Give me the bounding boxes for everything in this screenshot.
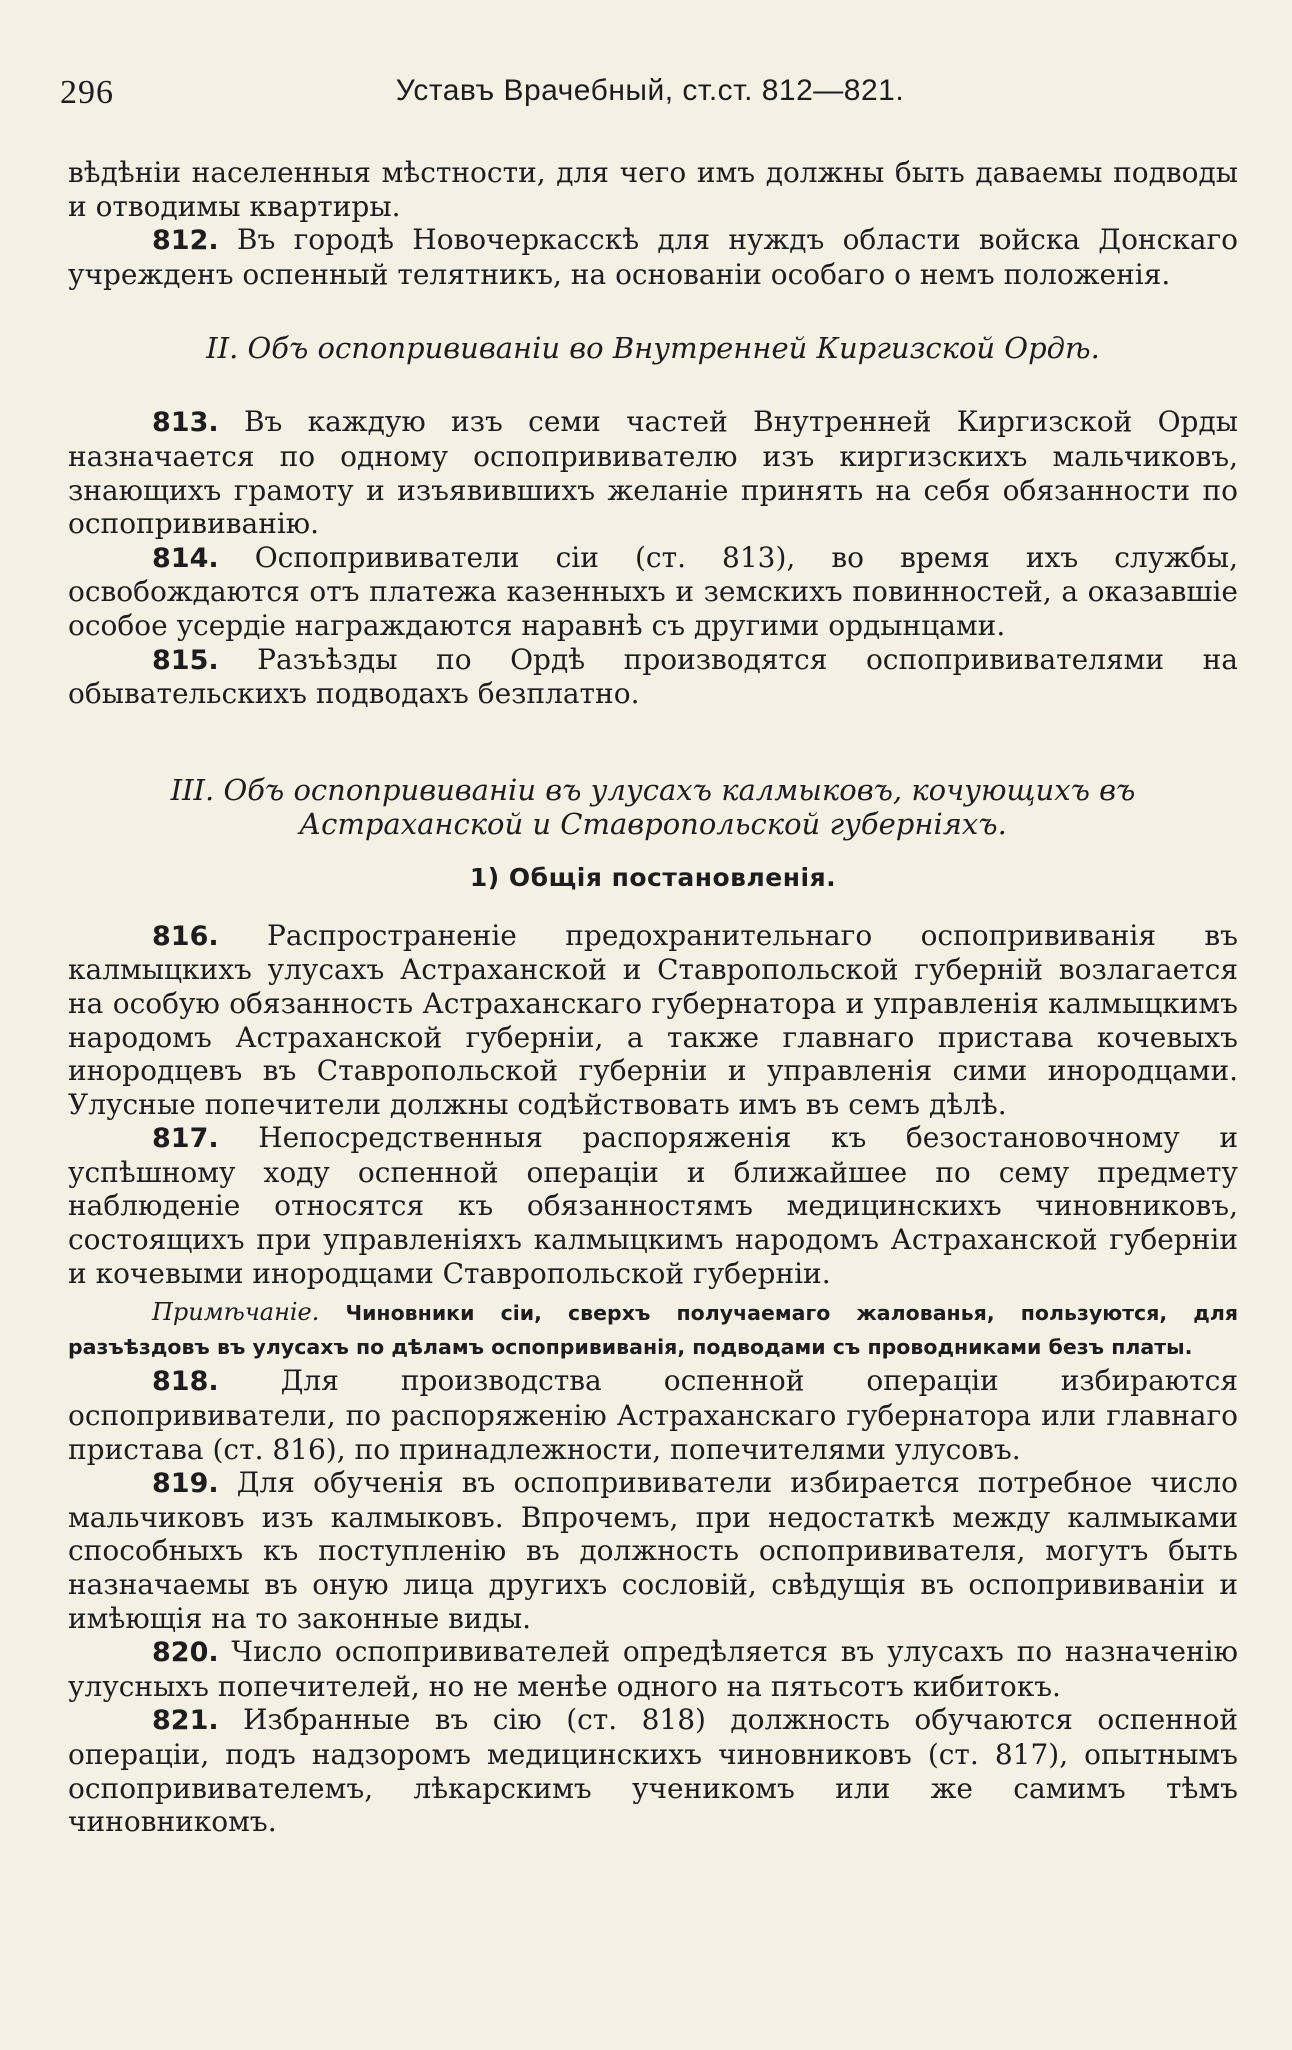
article-number: 816. <box>152 920 219 952</box>
article-814 <box>68 541 1238 643</box>
page-header <box>60 74 1240 118</box>
article-text: Разъѣзды по Ордѣ производятся оспопрививателями на обывательскихъ подводахъ безплатно. <box>68 642 1238 711</box>
article-text: Число оспопрививателей опредѣляется въ улусахъ по назначенію улусныхъ попечителей, но не менѣе одного на пятьсотъ кибитокъ. <box>68 1635 1238 1703</box>
article-number: 815. <box>152 644 219 676</box>
article-number: 818. <box>152 1366 219 1398</box>
article-text: Для обученія въ оспопрививатели избирается потребное число мальчиковъ изъ калмыковъ. Впрочемъ, при недостаткѣ между калмыками способныхъ къ поступленію въ должность оспопрививателя, могутъ быть назначаемы въ оную лица другихъ сословій, свѣдущія въ оспопрививаніи и имѣющія на то законные виды. <box>68 1466 1238 1635</box>
section-title-3: III. Объ оспопрививаніи въ улусахъ калмыковъ, кочующихъ въ Астраханской и Ставропольской губерніяхъ. <box>170 772 1136 841</box>
article-number: 819. <box>152 1468 219 1500</box>
article-816 <box>68 919 1238 1122</box>
article-821 <box>68 1703 1238 1838</box>
article-number: 817. <box>152 1123 219 1155</box>
article-817 <box>68 1121 1238 1290</box>
article-text: Оспопрививатели сіи (ст. 813), во время ихъ службы, освобождаются отъ платежа казенныхъ и земскихъ повинностей, а оказавшіе особое усердіе награждаются наравнѣ съ другими ордынцами. <box>68 540 1238 642</box>
subsection-title-1: 1) Общія постановленія. <box>469 862 837 892</box>
article-815 <box>68 643 1238 711</box>
note-817 <box>68 1296 1238 1364</box>
article-number: 814. <box>152 542 219 574</box>
page-number: 296 <box>60 74 114 111</box>
article-text: Распространеніе предохранительнаго оспопрививанія въ калмыцкихъ улусахъ Астраханской и Ставропольской губерній возлагается на особую обязанность Астраханскаго губернатора и управленія калмыцкимъ народомъ Астраханской губерніи, а также главнаго пристава кочевыхъ инородцевъ въ Ставропольской губерніи и управленія сими инородцами. Улусные попечители должны содѣйствовать имъ въ семъ дѣлѣ. <box>68 918 1238 1121</box>
article-812 <box>68 223 1238 291</box>
page-body <box>68 156 1238 1839</box>
article-818 <box>68 1364 1238 1466</box>
article-number: 820. <box>152 1637 219 1669</box>
article-text: Для производства оспенной операціи избираются оспопрививатели, по распоряженію Астраханскаго губернатора или главнаго пристава (ст. 816), по принадлежности, попечителями улусовъ. <box>68 1364 1238 1466</box>
article-number: 812. <box>152 225 219 257</box>
article-number: 821. <box>152 1705 219 1737</box>
article-text: Въ каждую изъ семи частей Внутренней Киргизской Орды назначается по одному оспопрививателю изъ киргизскихъ мальчиковъ, знающихъ грамоту и изъявившихъ желаніе принять на себя обязанности по оспопрививанію. <box>68 405 1238 541</box>
article-819 <box>68 1466 1238 1635</box>
article-text: Въ городѣ Новочеркасскѣ для нуждъ области войска Донскаго учрежденъ оспенный телятникъ, на основаніи особаго о немъ положенія. <box>68 223 1238 291</box>
article-text: Избранные въ сію (ст. 818) должность обучаются оспенной операціи, подъ надзоромъ медицинскихъ чиновниковъ (ст. 817), опытнымъ оспопрививателемъ, лѣкарскимъ ученикомъ или же самимъ тѣмъ чиновникомъ. <box>68 1703 1238 1839</box>
article-number: 813. <box>152 407 219 439</box>
note-text: Чиновники сіи, сверхъ получаемаго жалованья, пользуются, для разъѣздовъ въ улусахъ по дѣламъ оспопрививанія, подводами съ проводниками безъ платы. <box>68 1301 1238 1359</box>
article-820 <box>68 1635 1238 1703</box>
section-title-2: II. Объ оспопрививаніи во Внутренней Киргизской Ордѣ. <box>206 331 1100 366</box>
running-title: Уставъ Врачебный, ст.ст. 812—821. <box>395 74 905 107</box>
article-text: Непосредственныя распоряженія къ безостановочному и успѣшному ходу оспенной операціи и ближайшее по сему предмету наблюденіе относятся къ обязанностямъ медицинскихъ чиновниковъ, состоящихъ при управленіяхъ калмыцкимъ народомъ Астраханской губерніи и кочевыми инородцами Ставропольской губерніи. <box>68 1121 1238 1290</box>
intro-paragraph: вѣдѣніи населенныя мѣстности, для чего имъ должны быть даваемы подводы и отводимы квартиры. <box>68 156 1238 223</box>
article-813 <box>68 405 1238 540</box>
note-label: Примѣчаніе. <box>152 1298 320 1327</box>
